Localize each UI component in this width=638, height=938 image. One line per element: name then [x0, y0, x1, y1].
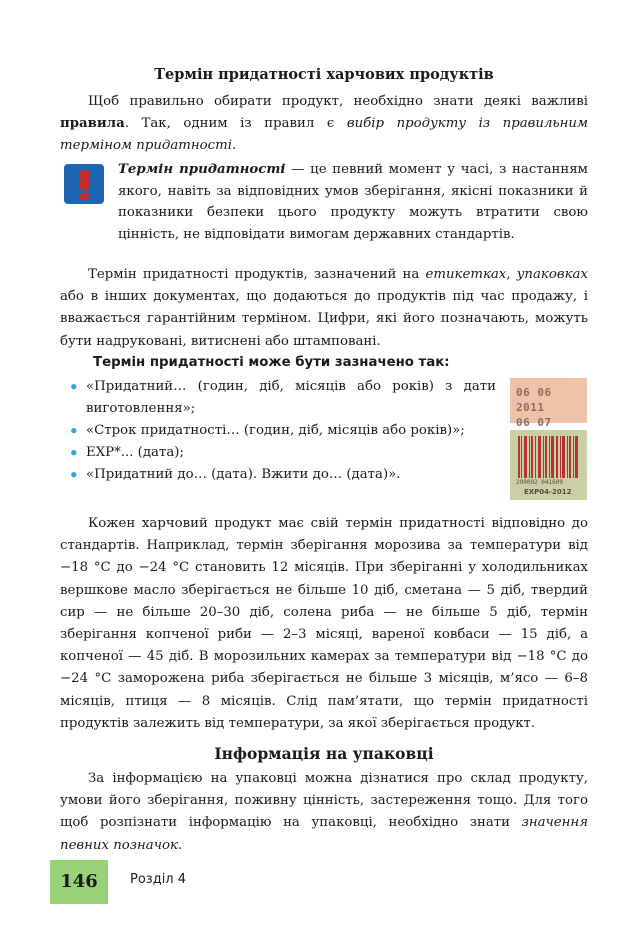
labels-text-5: або в інших документах, що додаються до продуктів під час продажу, і вважається гарантійним терміном. Цифри, які його позначають, можуть бути надруковані, витиснені або штамповані. [60, 289, 588, 349]
section-label: Розділ 4 [130, 872, 187, 887]
definition-block [118, 159, 588, 245]
labels-text-3: , [506, 267, 517, 282]
labels-italic-etiketky: етикетках [425, 267, 507, 282]
intro-italic-choice: вибір продукту із правильним терміном придатності [60, 116, 589, 154]
date-stamp-image [510, 378, 587, 429]
package-italic-marks: значення певних позначок [60, 815, 588, 853]
page-number: 146 [60, 871, 98, 892]
intro-bold-rules: правила [60, 116, 125, 132]
labels-paragraph [60, 264, 588, 353]
barcode-number: 290002 041609 [516, 479, 563, 486]
package-text-3: . [177, 837, 183, 853]
intro-text-3: . Так, одним із правил є [124, 116, 347, 132]
barcode-image [510, 430, 587, 500]
intro-text-1: Щоб правильно обирати продукт, необхідно знати деякі важливі [88, 94, 588, 109]
marking-formats-list [64, 376, 496, 486]
list-item: • «Придатний до… (дата). Вжити до… (дата)». [64, 464, 496, 486]
list-item: • EXP*... (дата); [64, 442, 496, 464]
package-text-1: За інформацією на упаковці можна дізнатися про склад продукту, умови його зберігання, поживну цінність, застереження тощо. Для того щоб розпізнати інформацію на упаковці, необхідно знати [60, 771, 588, 831]
definition-text: — це певний момент у часі, з настанням якого, навіть за відповідних умов зберігання, якісні показники й показники безпеки цього продукту можуть втратити свою цінність, не відповідати вимогам державних стандартів. [118, 162, 589, 242]
intro-paragraph [60, 91, 588, 158]
labels-italic-upakovky: упаковках [516, 267, 588, 282]
heading-package-info: Інформація на упаковці [214, 744, 434, 763]
storage-text: Кожен харчовий продукт має свій термін придатності відповідно до стандартів. Наприклад, термін зберігання морозива за температури від −18 °С до −24 °С становить 12 місяців. При зберіганні у холодильниках вершкове масло зберігається не більше 10 діб, сметана — 5 діб, твердий сир — не більше 20–30 діб, солена риба — не більше 5 діб, термін зберігання копченої риби — 2–3 місяці, вареної ковбаси — 15 діб, а копченої — 45 діб. В морозильних камерах за температури від −18 °С до −24 °С заморожена риба зберігається не більше 3 місяців, м’ясо — 6–8 місяців, птиця — 8 місяців. Слід пам’ятати, що термін придатності продуктів залежить від температури, за якої зберігається продукт. [60, 516, 588, 731]
package-paragraph [60, 768, 588, 857]
storage-paragraph [60, 513, 588, 735]
subheading-how-marked: Термін придатності може бути зазначено так: [93, 355, 450, 370]
exclamation-icon [64, 164, 104, 204]
date-stamp-1: 06 06 2011 [516, 386, 552, 414]
barcode-exp-date: EXP04-2012 [524, 488, 572, 496]
list-item: • «Строк придатності… (годин, діб, місяців або років)»; [64, 420, 496, 442]
heading-shelf-life: Термін придатності харчових продуктів [154, 66, 494, 83]
labels-text-1: Термін придатності продуктів, зазначений на [88, 267, 426, 282]
list-item: • «Придатний… (годин, діб, місяців або років) з дати виготовлення»; [64, 376, 496, 420]
intro-text-5: . [231, 138, 237, 154]
date-stamp-2: 06 07 [516, 416, 552, 429]
definition-term: Термін придатності [118, 162, 286, 177]
